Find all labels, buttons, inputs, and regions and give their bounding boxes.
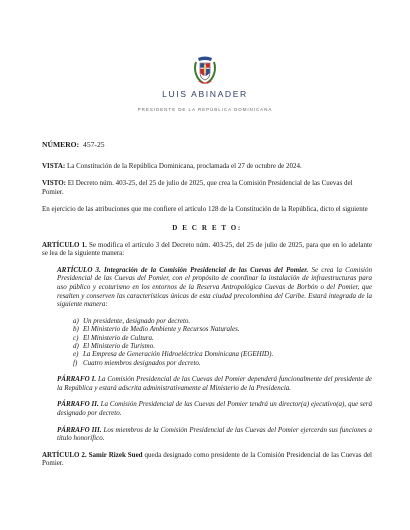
parrafo-1-text: La Comisión Presidencial de las Cuevas del Pomier dependerá funcionalmente del presidente de la República y estará adscrita administrativamente al Ministerio de la Presidencia. bbox=[57, 375, 373, 392]
parrafo-2-text: La Comisión Presidencial de las Cuevas del Pomier tendrá un director(a) ejecutivo(a), que será designado por decreto. bbox=[57, 400, 373, 417]
parrafo-1-label: PÁRRAFO I. bbox=[57, 375, 97, 384]
articulo-3 bbox=[57, 266, 372, 309]
president-name: LUIS ABINADER bbox=[162, 89, 248, 99]
preamble-paragraph: En ejercicio de las atribuciones que me confiere el artículo 128 de la Constitución de la República, dicto el siguiente bbox=[42, 205, 368, 214]
articulo-2 bbox=[42, 451, 372, 468]
visto-text: El Decreto núm. 403-25, del 25 de julio de 2025, que crea la Comisión Presidencial de las Cuevas del Pomier. bbox=[42, 179, 353, 196]
articulo-1-text: Se modifica el artículo 3 del Decreto núm. 403-25, del 25 de julio de 2025, para que en lo adelante se lea de la siguiente manera: bbox=[42, 240, 373, 258]
visto-paragraph bbox=[42, 179, 372, 196]
vista-text: La Constitución de la República Dominicana, proclamada el 27 de octubre de 2024. bbox=[66, 161, 302, 170]
articulo-2-label: ARTÍCULO 2. bbox=[42, 450, 87, 459]
list-item: f) Cuatro miembros designados por decreto. bbox=[73, 358, 201, 367]
president-title: PRESIDENTE DE LA REPÚBLICA DOMINICANA bbox=[137, 107, 273, 112]
articulo-2-text: queda designado como presidente de la Comisión Presidencial de las Cuevas del Pomier. bbox=[42, 450, 373, 468]
list-item: d) El Ministerio de Turismo. bbox=[73, 341, 155, 350]
list-item: b) El Ministerio de Medio Ambiente y Recursos Naturales. bbox=[73, 325, 240, 334]
decreto-heading: D E C R E T O: bbox=[172, 223, 242, 232]
coat-of-arms-icon bbox=[192, 56, 218, 86]
decree-number-label: NÚMERO: bbox=[42, 140, 80, 149]
designee-name: Samir Rizek Sued bbox=[88, 450, 143, 459]
decree-number-value: 457-25 bbox=[83, 140, 105, 149]
vista-label: VISTA: bbox=[42, 161, 66, 170]
articulo-1-label: ARTÍCULO 1. bbox=[42, 240, 87, 249]
members-list bbox=[57, 317, 372, 367]
list-item: c) El Ministerio de Cultura. bbox=[73, 333, 154, 342]
articulo-1 bbox=[42, 241, 372, 258]
parrafo-2-label: PÁRRAFO II. bbox=[57, 400, 99, 409]
list-item: e) La Empresa de Generación Hidroeléctrica Dominicana (EGEHID). bbox=[73, 350, 274, 359]
articulo-3-text: Se crea la Comisión Presidencial de las Cuevas del Pomier, con el propósito de coordinar la instalación de infraestructuras para uso público y ecoturismo en los entornos de la Reserva Antropológica Cuevas de Borbón o del Pomier, que resalten y conserven las características únicas de esta ciudad precolombina del Caribe. Estará integrada de la siguiente manera: bbox=[57, 265, 372, 309]
vista-paragraph bbox=[42, 162, 372, 171]
visto-label: VISTO: bbox=[42, 179, 66, 188]
parrafo-3 bbox=[57, 426, 372, 443]
amended-article-block bbox=[57, 266, 372, 443]
articulo-3-label: ARTÍCULO 3. Integración de la Comisión Presidencial de las Cuevas del Pomier. bbox=[57, 265, 309, 274]
decree-number bbox=[42, 141, 372, 150]
parrafo-1 bbox=[57, 375, 372, 392]
parrafo-3-text: Los miembros de la Comisión Presidencial de las Cuevas del Pomier ejercerán sus funciones a título honorífico. bbox=[57, 425, 373, 443]
decree-body bbox=[42, 141, 372, 468]
parrafo-2 bbox=[57, 400, 372, 417]
list-item: a) Un presidente, designado por decreto. bbox=[73, 316, 191, 325]
letterhead bbox=[0, 56, 410, 112]
parrafo-3-label: PÁRRAFO III. bbox=[57, 425, 102, 434]
